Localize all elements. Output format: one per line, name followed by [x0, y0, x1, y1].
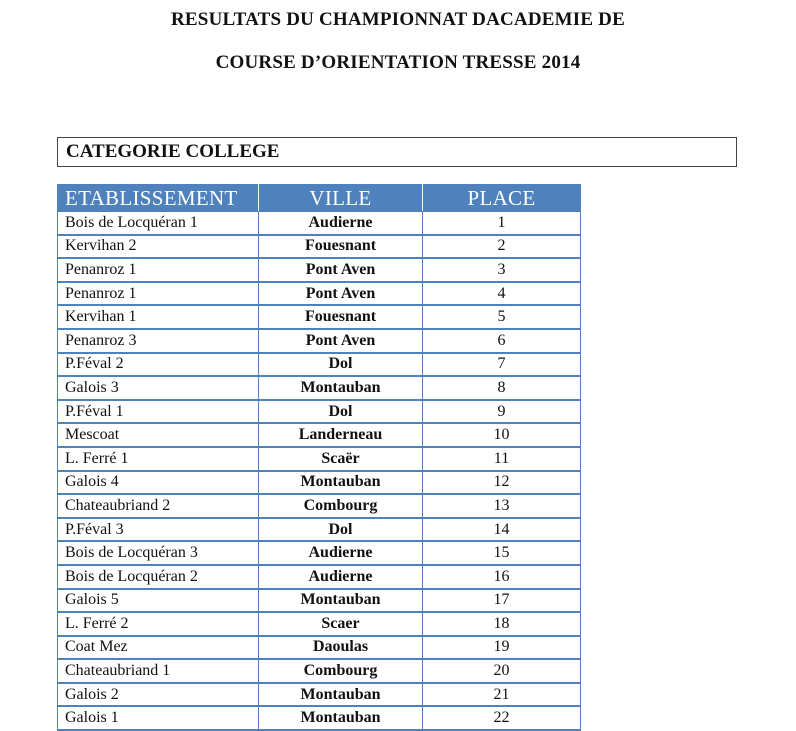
table-row	[58, 282, 581, 306]
cell-ville: Montauban	[259, 706, 423, 730]
table-row	[58, 471, 581, 495]
cell-place: 1	[423, 212, 581, 235]
cell-etablissement: Galois 5	[58, 589, 259, 613]
table-row	[58, 541, 581, 565]
column-header-etablissement: ETABLISSEMENT	[58, 185, 259, 212]
table-row	[58, 494, 581, 518]
cell-place: 20	[423, 659, 581, 683]
cell-ville: Dol	[259, 353, 423, 377]
cell-etablissement: P.Féval 2	[58, 353, 259, 377]
cell-etablissement: L. Ferré 2	[58, 612, 259, 636]
column-header-place: PLACE	[423, 185, 581, 212]
cell-ville: Audierne	[259, 565, 423, 589]
cell-ville: Montauban	[259, 589, 423, 613]
table-row	[58, 636, 581, 660]
cell-place: 17	[423, 589, 581, 613]
cell-etablissement: P.Féval 3	[58, 518, 259, 542]
table-row	[58, 212, 581, 235]
cell-place: 18	[423, 612, 581, 636]
table-row	[58, 329, 581, 353]
cell-ville: Montauban	[259, 471, 423, 495]
cell-place: 2	[423, 235, 581, 259]
cell-place: 16	[423, 565, 581, 589]
table-row	[58, 659, 581, 683]
table-row	[58, 400, 581, 424]
cell-place: 7	[423, 353, 581, 377]
cell-etablissement: Coat Mez	[58, 636, 259, 660]
cell-etablissement: P.Féval 1	[58, 400, 259, 424]
cell-etablissement: Galois 4	[58, 471, 259, 495]
cell-place: 10	[423, 423, 581, 447]
table-row	[58, 612, 581, 636]
cell-place: 22	[423, 706, 581, 730]
table-row	[58, 447, 581, 471]
cell-ville: Landerneau	[259, 423, 423, 447]
cell-ville: Pont Aven	[259, 282, 423, 306]
cell-ville: Montauban	[259, 376, 423, 400]
cell-ville: Fouesnant	[259, 235, 423, 259]
cell-ville: Dol	[259, 518, 423, 542]
table-row	[58, 353, 581, 377]
cell-place: 4	[423, 282, 581, 306]
cell-ville: Audierne	[259, 541, 423, 565]
cell-place: 14	[423, 518, 581, 542]
table-header-row	[58, 185, 581, 212]
cell-place: 21	[423, 683, 581, 707]
cell-ville: Scaer	[259, 612, 423, 636]
cell-etablissement: Bois de Locquéran 3	[58, 541, 259, 565]
cell-ville: Combourg	[259, 494, 423, 518]
cell-etablissement: Galois 3	[58, 376, 259, 400]
table-row	[58, 518, 581, 542]
cell-etablissement: Kervihan 2	[58, 235, 259, 259]
cell-etablissement: Chateaubriand 2	[58, 494, 259, 518]
cell-ville: Pont Aven	[259, 329, 423, 353]
table-row	[58, 565, 581, 589]
cell-ville: Dol	[259, 400, 423, 424]
cell-etablissement: Galois 1	[58, 706, 259, 730]
table-row	[58, 706, 581, 730]
table-row	[58, 683, 581, 707]
cell-etablissement: Mescoat	[58, 423, 259, 447]
cell-etablissement: Penanroz 3	[58, 329, 259, 353]
table-row	[58, 258, 581, 282]
cell-place: 12	[423, 471, 581, 495]
cell-ville: Combourg	[259, 659, 423, 683]
table-row	[58, 235, 581, 259]
cell-etablissement: Galois 2	[58, 683, 259, 707]
table-row	[58, 305, 581, 329]
cell-place: 8	[423, 376, 581, 400]
cell-place: 9	[423, 400, 581, 424]
table-row	[58, 376, 581, 400]
table-row	[58, 423, 581, 447]
cell-place: 3	[423, 258, 581, 282]
cell-etablissement: L. Ferré 1	[58, 447, 259, 471]
cell-ville: Audierne	[259, 212, 423, 235]
cell-place: 15	[423, 541, 581, 565]
cell-place: 5	[423, 305, 581, 329]
cell-place: 6	[423, 329, 581, 353]
document-title-line-1: RESULTATS DU CHAMPIONNAT DACADEMIE DE	[171, 9, 625, 30]
cell-etablissement: Penanroz 1	[58, 282, 259, 306]
results-table	[57, 184, 581, 731]
results-table-body	[58, 212, 581, 731]
cell-etablissement: Chateaubriand 1	[58, 659, 259, 683]
cell-place: 11	[423, 447, 581, 471]
cell-ville: Fouesnant	[259, 305, 423, 329]
cell-place: 13	[423, 494, 581, 518]
category-heading: CATEGORIE COLLEGE	[57, 137, 737, 167]
cell-ville: Pont Aven	[259, 258, 423, 282]
document-title-line-2: COURSE D’ORIENTATION TRESSE 2014	[215, 52, 581, 73]
cell-ville: Daoulas	[259, 636, 423, 660]
cell-etablissement: Bois de Locquéran 1	[58, 212, 259, 235]
cell-ville: Montauban	[259, 683, 423, 707]
cell-etablissement: Penanroz 1	[58, 258, 259, 282]
column-header-ville: VILLE	[259, 185, 423, 212]
cell-ville: Scaër	[259, 447, 423, 471]
cell-etablissement: Bois de Locquéran 2	[58, 565, 259, 589]
cell-place: 19	[423, 636, 581, 660]
table-row	[58, 589, 581, 613]
cell-etablissement: Kervihan 1	[58, 305, 259, 329]
